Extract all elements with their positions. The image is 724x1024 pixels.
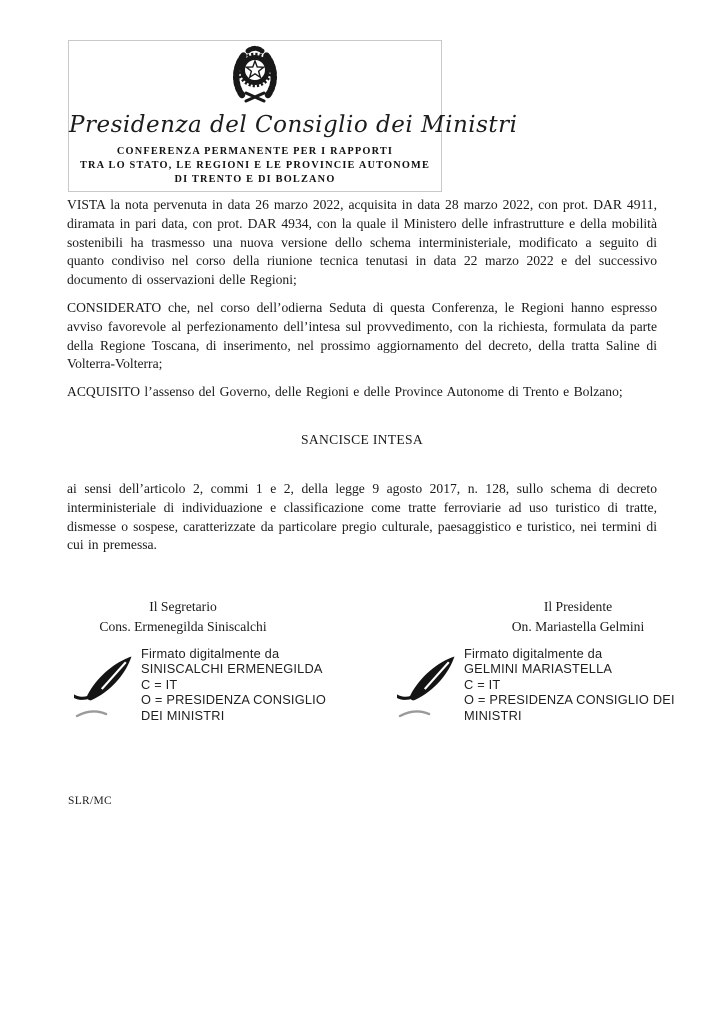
president-name: On. Mariastella Gelmini [511, 618, 645, 634]
signature-block-secretary [67, 597, 299, 636]
org-line: CONFERENZA PERMANENTE PER I RAPPORTI [116, 146, 394, 157]
stamp-line: GELMINI MARIASTELLA [464, 661, 613, 677]
drafter-initials: SLR/MC [68, 795, 112, 807]
org-line: TRA LO STATO, LE REGIONI E LE PROVINCIE AUTONOME [79, 159, 431, 171]
letterhead-script-title: Presidenza del Consiglio dei Ministri [69, 112, 518, 138]
digital-signature-text-secretary [141, 646, 326, 723]
signature-block-president [468, 597, 688, 636]
closing-paragraph: ai sensi dell’articolo 2, commi 1 e 2, della legge 9 agosto 2017, n. 128, sullo schema di decreto interministeriale di individuazione e classificazione come tratte ferroviarie ad uso turistico di tratte, dismesse o sospese, caratterizzate da particolare pregio culturale, paesaggistico e turistico, nei termini di cui in premessa. [67, 481, 657, 553]
org-line: DI TRENTO E DI BOLZANO [174, 173, 336, 185]
stamp-line: C = IT [141, 676, 178, 692]
stamp-line: SINISCALCHI ERMENEGILDA [141, 661, 323, 677]
sancisce-intesa-heading: SANCISCE INTESA [301, 432, 423, 447]
letterhead-org-name [69, 145, 441, 186]
president-role-label: Il Presidente [543, 599, 613, 614]
secretary-role-label: Il Segretario [149, 599, 217, 614]
secretary-name: Cons. Ermenegilda Siniscalchi [99, 618, 267, 634]
recital-acquisito: ACQUISITO l’assenso del Governo, delle Regioni e delle Province Autonome di Trento e Bolzano; [67, 384, 623, 399]
stamp-line: DEI MINISTRI [141, 707, 225, 723]
stamp-line: C = IT [464, 676, 501, 692]
stamp-line: O = PRESIDENZA CONSIGLIO DEI [464, 692, 675, 708]
digital-signature-pen-icon [397, 644, 461, 727]
stamp-line: O = PRESIDENZA CONSIGLIO [141, 692, 327, 708]
recital-considerato: CONSIDERATO che, nel corso dell’odierna Seduta di questa Conferenza, le Regioni hanno espresso avviso favorevole al perfezionamento dell’intesa sul provvedimento, con la richiesta, formulata da parte della Regione Toscana, di inserimento, nel prossimo aggiornamento del decreto, della tratta Saline di Volterra-Volterra; [67, 300, 657, 372]
italian-republic-emblem-icon [231, 44, 279, 109]
stamp-line: MINISTRI [464, 707, 522, 723]
stamp-line: Firmato digitalmente da [141, 646, 280, 661]
letterhead [68, 40, 518, 192]
digital-signature-text-president [464, 646, 675, 723]
stamp-line: Firmato digitalmente da [464, 646, 603, 661]
digital-signature-pen-icon [74, 644, 138, 727]
recital-vista: VISTA la nota pervenuta in data 26 marzo 2022, acquisita in data 28 marzo 2022, con prot. DAR 4911, diramata in pari data, con prot. DAR 4934, con la quale il Ministero delle infrastrutture e della mobilità sostenibili ha trasmesso una nuova versione dello schema interministeriale, modificato a seguito di quanto condiviso nel corso della riunione tecnica tenutasi in data 22 marzo 2022 e del successivo documento di osservazioni delle Regioni; [67, 197, 657, 288]
